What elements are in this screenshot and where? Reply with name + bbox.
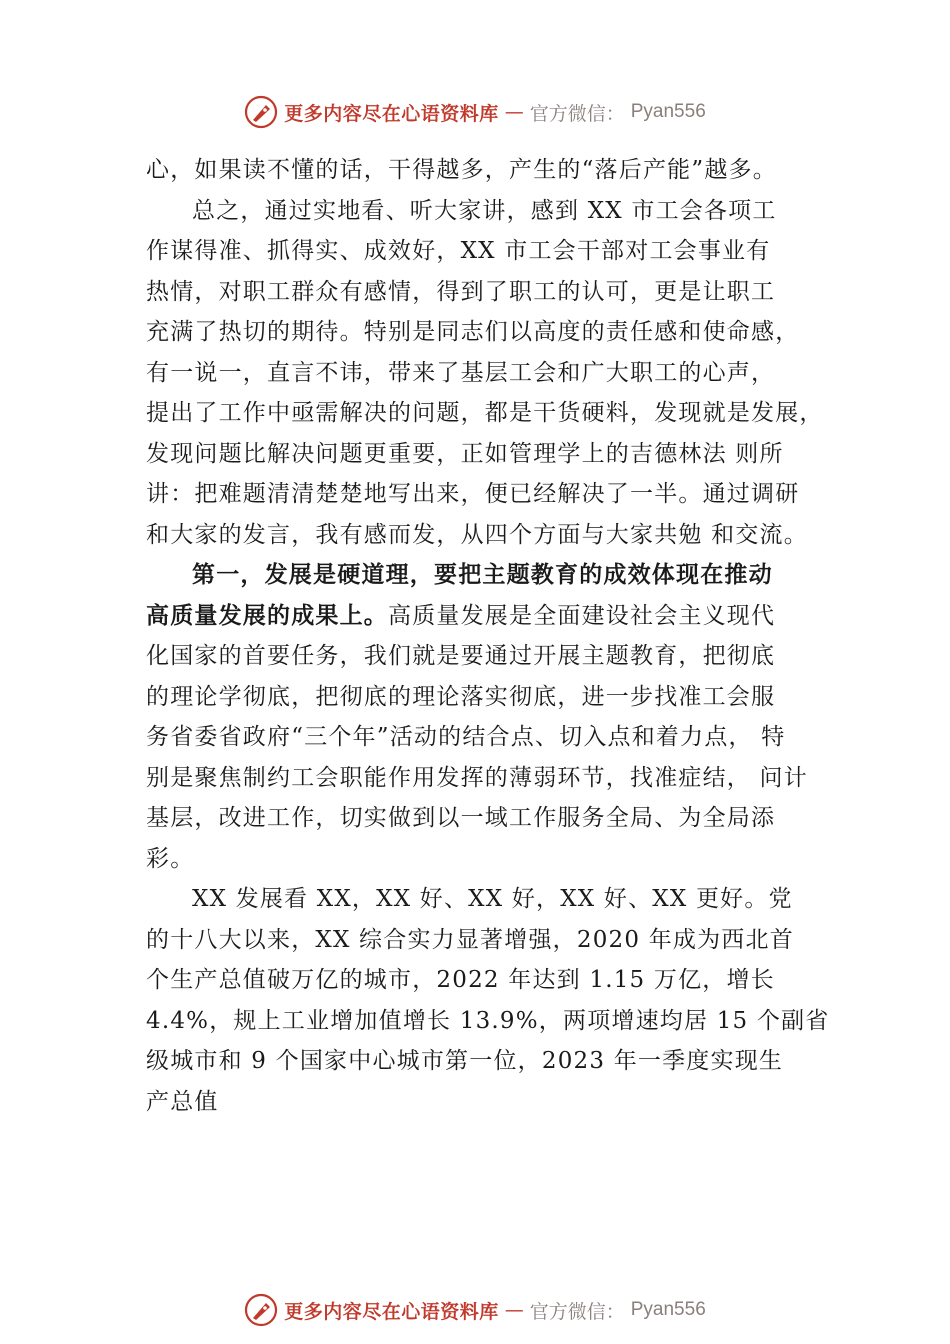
text-line: 和大家的发言，我有感而发，从四个方面与大家共勉 和交流。 — [146, 521, 808, 548]
text-line: 讲：把难题清清楚楚地写出来，便已经解决了一半。通过调研 — [146, 481, 800, 507]
text-line: 的十八大以来，XX 综合实力显著增强，2020 年成为西北首 — [146, 926, 794, 953]
text-line: 发现问题比解决问题更重要，正如管理学上的吉德林法 则所 — [146, 440, 784, 467]
text-line: 别是聚焦制约工会职能作用发挥的薄弱环节，找准症结， 问计 — [146, 764, 808, 791]
text-line: 作谋得准、抓得实、成效好，XX 市工会干部对工会事业有 — [146, 238, 771, 264]
wechat-label: 官方微信： — [529, 102, 625, 125]
wechat-id: Pyan556 — [630, 101, 706, 122]
header-banner — [0, 92, 950, 132]
text-line: 基层，改进工作，切实做到以一域工作服务全局、为全局添 — [146, 805, 776, 831]
section-heading-end: 高质量发展的成果上。 — [146, 601, 388, 629]
banner-separator: — — [504, 1299, 524, 1321]
wechat-id: Pyan556 — [630, 1299, 706, 1320]
text-line: 有一说一，直言不讳，带来了基层工会和广大职工的心声， — [146, 359, 776, 386]
document-body — [146, 150, 830, 1122]
footer-banner — [0, 1290, 950, 1330]
text-line: 4.4%，规上工业增加值增长 13.9%，两项增速均居 15 个副省 — [146, 1007, 830, 1034]
text-line — [146, 596, 826, 637]
pen-nib-logo-icon — [244, 95, 278, 129]
text-span: 高质量发展是全面建设社会主义现代 — [388, 602, 776, 629]
text-line: 的理论学彻底，把彻底的理论落实彻底，进一步找准工会服 — [146, 683, 776, 710]
pen-nib-logo-icon — [244, 1293, 278, 1327]
text-line: 产总值 — [146, 1088, 219, 1115]
text-line: 务省委省政府“三个年”活动的结合点、切入点和着力点， 特 — [146, 724, 786, 750]
text-line: 个生产总值破万亿的城市，2022 年达到 1.15 万亿，增长 — [146, 967, 775, 993]
brand-text: 更多内容尽在心语资料库 — [284, 1300, 499, 1323]
banner-separator: — — [504, 101, 524, 123]
section-heading: 第一，发展是硬道理，要把主题教育的成效体现在推动 — [192, 561, 773, 588]
text-line: XX 发展看 XX，XX 好、XX 好，XX 好、XX 更好。党 — [192, 886, 793, 912]
text-line: 充满了热切的期待。特别是同志们以高度的责任感和使命感， — [146, 319, 800, 345]
brand-text: 更多内容尽在心语资料库 — [284, 102, 499, 125]
text-line: 总之，通过实地看、听大家讲，感到 XX 市工会各项工 — [192, 197, 777, 224]
wechat-label: 官方微信： — [529, 1300, 625, 1323]
text-line: 级城市和 9 个国家中心城市第一位，2023 年一季度实现生 — [146, 1048, 784, 1074]
text-line: 提出了工作中亟需解决的问题，都是干货硬料，发现就是发展， — [146, 400, 824, 426]
text-line: 化国家的首要任务，我们就是要通过开展主题教育，把彻底 — [146, 643, 776, 669]
text-line: 热情，对职工群众有感情，得到了职工的认可，更是让职工 — [146, 278, 776, 305]
text-line: 心，如果读不懂的话，干得越多，产生的“落后产能”越多。 — [146, 157, 777, 183]
text-line: 彩。 — [146, 845, 195, 872]
